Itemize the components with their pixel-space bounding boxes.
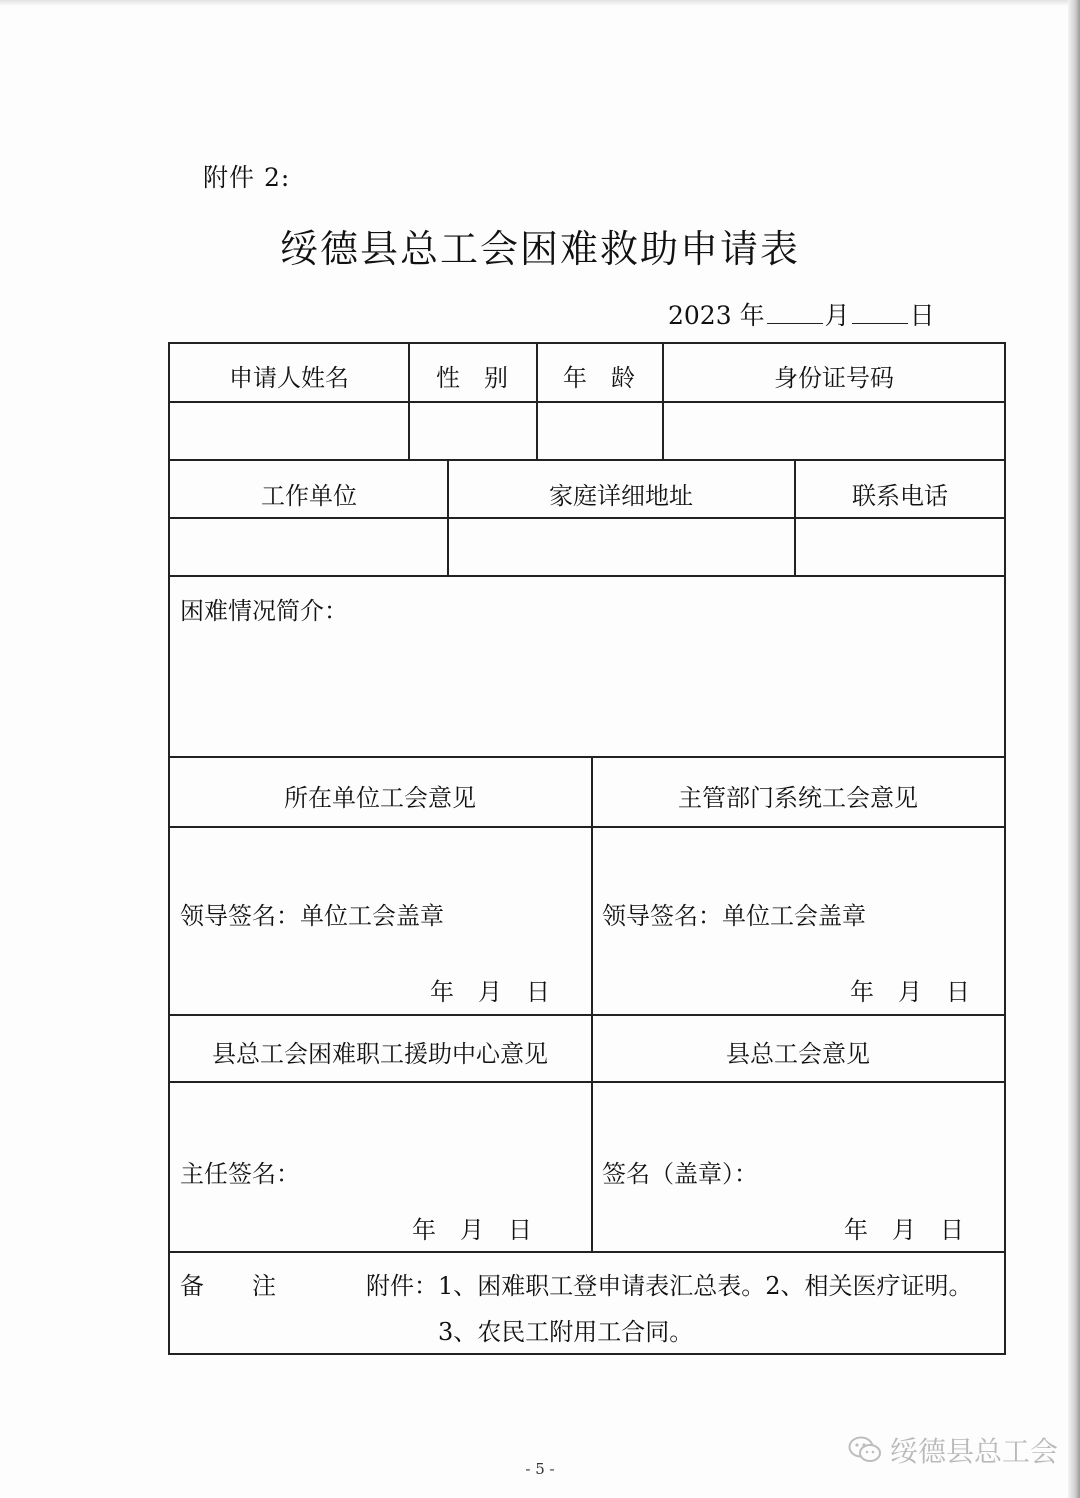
col-divider xyxy=(447,459,449,576)
hardship-label: 困难情况简介： xyxy=(180,597,348,625)
wechat-icon xyxy=(848,1435,882,1465)
director-sign-label: 主任签名： xyxy=(180,1160,300,1188)
leader-sign-left: 领导签名：单位工会盖章 xyxy=(180,902,444,930)
month-blank xyxy=(767,301,823,324)
row-divider xyxy=(170,1014,1006,1016)
scan-top-edge xyxy=(0,0,1080,6)
row-divider xyxy=(170,1081,1006,1083)
date-month: 月 xyxy=(824,301,850,330)
day-blank xyxy=(852,301,908,324)
watermark-text: 绥德县总工会 xyxy=(890,1435,1059,1468)
county-union-opinion-label: 县总工会意见 xyxy=(726,1040,870,1068)
date-year: 2023 年 xyxy=(668,301,765,330)
document-title: 绥德县总工会困难救助申请表 xyxy=(279,227,800,271)
header-age: 年 龄 xyxy=(563,364,635,392)
sign-seal-label: 签名（盖章）： xyxy=(602,1160,758,1188)
watermark xyxy=(848,1430,1058,1470)
row-divider xyxy=(170,517,1006,519)
aid-center-opinion-label: 县总工会困难职工援助中心意见 xyxy=(212,1040,548,1068)
unit-union-opinion-label: 所在单位工会意见 xyxy=(284,784,476,812)
col-divider xyxy=(536,344,538,460)
page-number: - 5 - xyxy=(525,1460,555,1478)
date-right: 年 月 日 xyxy=(850,978,970,1006)
date-right-2: 年 月 日 xyxy=(844,1216,964,1244)
dept-union-opinion-label: 主管部门系统工会意见 xyxy=(678,784,918,812)
remarks-label: 备 注 xyxy=(180,1272,276,1300)
header-home-address: 家庭详细地址 xyxy=(549,482,693,510)
col-divider xyxy=(408,344,410,460)
row-divider xyxy=(170,575,1006,577)
row-divider xyxy=(170,1251,1006,1253)
row-divider xyxy=(170,756,1006,758)
date-line xyxy=(668,296,935,332)
date-left-2: 年 月 日 xyxy=(412,1216,532,1244)
application-form-table xyxy=(168,342,1006,1355)
row-divider xyxy=(170,401,1006,403)
col-divider xyxy=(591,756,593,1252)
attachment-label: 附件 2: xyxy=(203,163,291,192)
row-divider xyxy=(170,826,1006,828)
remarks-line-2: 3、农民工附用工合同。 xyxy=(438,1318,694,1346)
header-applicant-name: 申请人姓名 xyxy=(229,364,349,392)
header-gender: 性 别 xyxy=(436,364,508,392)
row-divider xyxy=(170,459,1006,461)
leader-sign-right: 领导签名：单位工会盖章 xyxy=(602,902,866,930)
header-id-number: 身份证号码 xyxy=(774,364,894,392)
header-phone: 联系电话 xyxy=(852,482,948,510)
date-left: 年 月 日 xyxy=(430,978,550,1006)
col-divider xyxy=(662,344,664,460)
header-work-unit: 工作单位 xyxy=(261,482,357,510)
col-divider xyxy=(794,459,796,576)
date-day: 日 xyxy=(909,301,935,330)
remarks-line-1: 附件：1、困难职工登申请表汇总表。2、相关医疗证明。 xyxy=(366,1272,973,1300)
